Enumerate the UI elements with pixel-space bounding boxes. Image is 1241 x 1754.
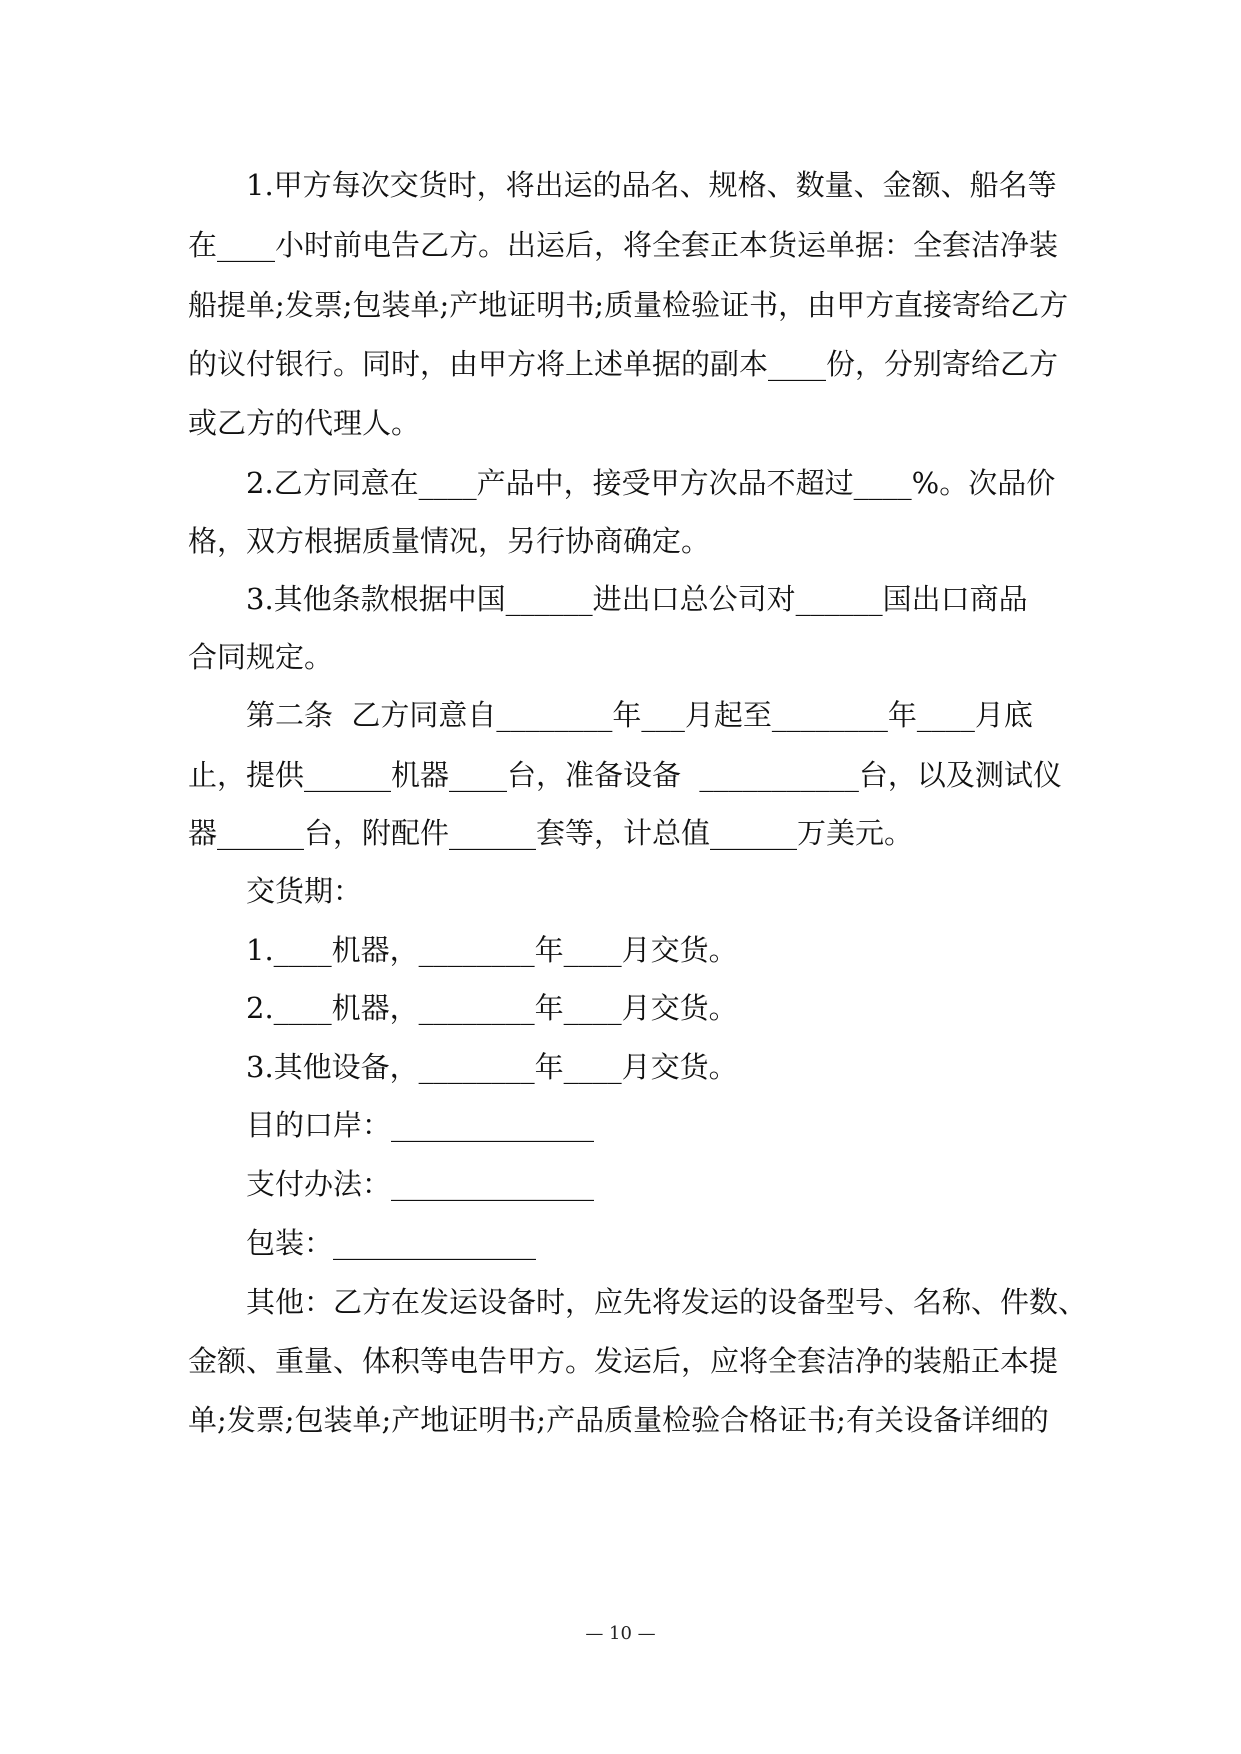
- paragraph-line: 其他：乙方在发运设备时，应先将发运的设备型号、名称、件数、: [246, 1285, 1088, 1319]
- paragraph-line: 2.乙方同意在____产品中，接受甲方次品不超过____%。次品价: [246, 466, 1056, 500]
- list-item: 2.____机器，________年____月交货。: [246, 991, 738, 1025]
- paragraph-line: 船提单;发票;包装单;产地证明书;质量检验证书，由甲方直接寄给乙方: [188, 288, 1069, 322]
- field-line-packaging: 包装：______________: [246, 1226, 537, 1260]
- article-heading-line: 第二条 乙方同意自________年___月起至________年____月底: [246, 698, 1033, 732]
- paragraph-line: 器______台，附配件______套等，计总值______万美元。: [188, 816, 914, 850]
- list-item: 3.其他设备，________年____月交货。: [246, 1050, 738, 1084]
- field-line-destination-port: 目的口岸：______________: [246, 1108, 595, 1142]
- section-label: 交货期：: [246, 874, 363, 908]
- paragraph-line: 的议付银行。同时，由甲方将上述单据的副本____份，分别寄给乙方: [188, 347, 1059, 381]
- paragraph-line: 1.甲方每次交货时，将出运的品名、规格、数量、金额、船名等: [246, 168, 1057, 202]
- page-number: — 10 —: [585, 1623, 656, 1644]
- list-item: 1.____机器，________年____月交货。: [246, 933, 738, 967]
- paragraph-line: 金额、重量、体积等电告甲方。发运后，应将全套洁净的装船正本提: [188, 1344, 1059, 1378]
- paragraph-line: 格，双方根据质量情况，另行协商确定。: [188, 524, 711, 558]
- paragraph-line: 合同规定。: [188, 640, 334, 674]
- paragraph-line: 止，提供______机器____台，准备设备 ___________台，以及测试仪: [188, 758, 1062, 792]
- paragraph-line: 在____小时前电告乙方。出运后，将全套正本货运单据：全套洁净装: [188, 228, 1059, 262]
- field-line-payment-method: 支付办法：______________: [246, 1167, 595, 1201]
- paragraph-line: 3.其他条款根据中国______进出口总公司对______国出口商品: [246, 582, 1028, 616]
- paragraph-line: 或乙方的代理人。: [188, 406, 421, 440]
- paragraph-line: 单;发票;包装单;产地证明书;产品质量检验合格证书;有关设备详细的: [188, 1403, 1049, 1437]
